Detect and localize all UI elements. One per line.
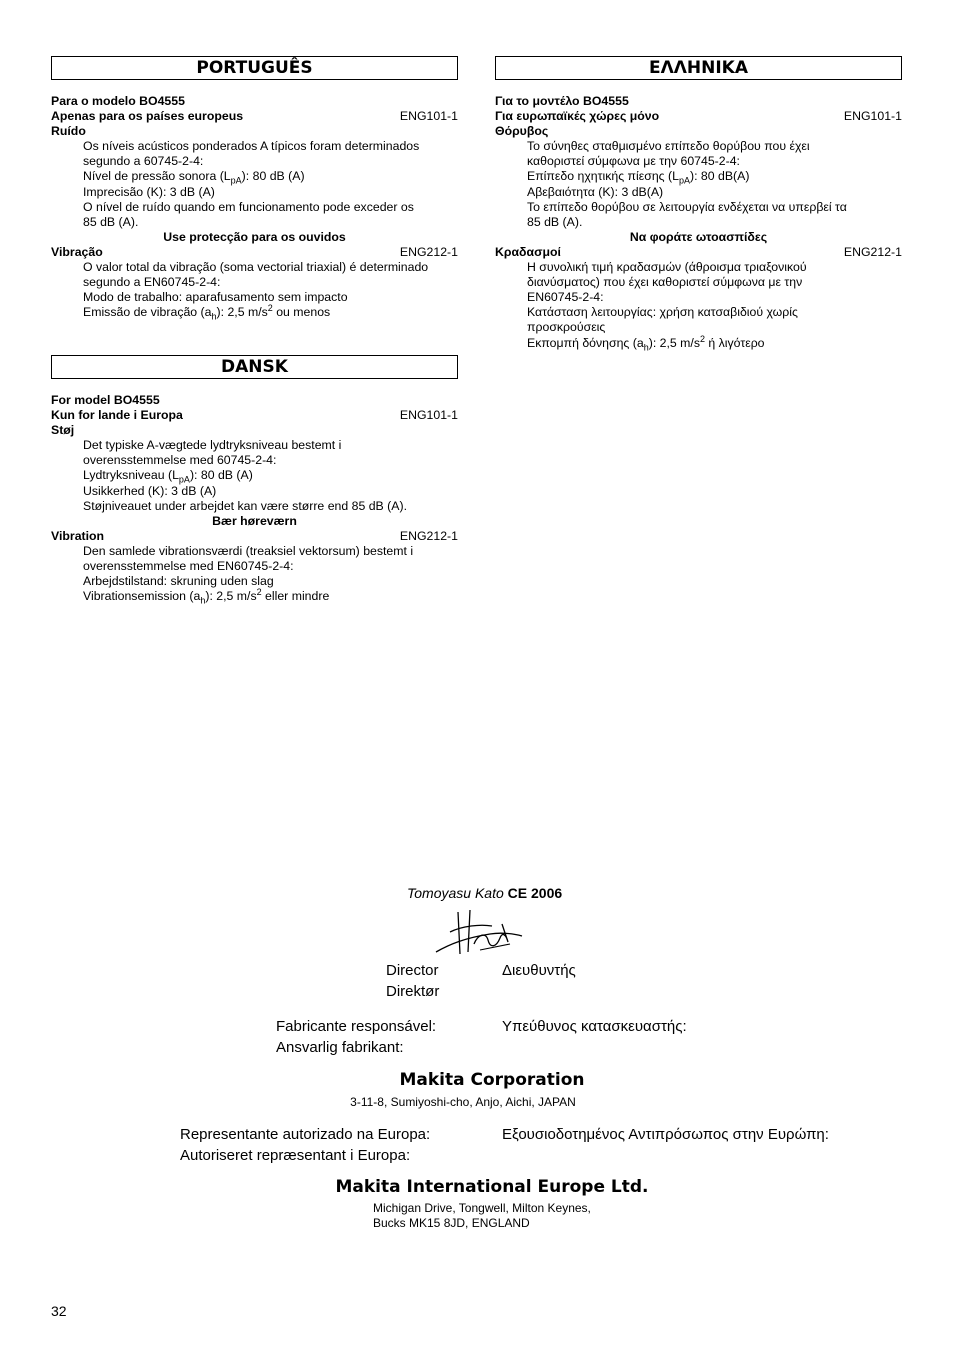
model-line: For model BO4555: [51, 393, 160, 407]
section-heading: DANSK: [51, 355, 458, 379]
countries-label: Apenas para os países europeus: [51, 109, 244, 124]
text-part: ): 80 dB (A): [241, 169, 305, 184]
work-mode-line: Modo de trabalho: aparafusamento sem impacto: [83, 290, 348, 305]
text-line: Det typiske A-vægtede lydtryksniveau bestemt i: [83, 438, 342, 453]
text-part: ): 2,5 m/s: [216, 305, 268, 320]
text-line: καθοριστεί σύμφωνα με την 60745-2-4:: [527, 154, 740, 169]
text-line: EN60745-2-4:: [527, 290, 604, 305]
standard-code: ENG212-1: [843, 244, 902, 259]
vibration-heading: Vibration: [51, 528, 105, 543]
director-label-pt: Director: [386, 962, 439, 979]
text-part: Nível de pressão sonora (L: [83, 169, 231, 184]
subscript: pA: [230, 175, 242, 186]
superscript: 2: [267, 303, 273, 314]
ear-protection-note: Use protecção para os ouvidos: [163, 229, 346, 244]
emission-line: [83, 589, 458, 604]
work-mode-line: Κατάσταση λειτουργίας: χρήση κατσαβιδιού χωρίς: [527, 305, 798, 320]
text-line: O valor total da vibração (soma vectorial triaxial) é determinado: [83, 260, 429, 275]
corporation-name: Makita Corporation: [399, 1070, 585, 1090]
sound-pressure-line: [527, 169, 902, 184]
eu-address-line-2: Bucks MK15 8JD, ENGLAND: [373, 1216, 530, 1230]
text-part: Εκπομπή δόνησης (a: [527, 335, 644, 350]
vibration-text: [51, 260, 458, 320]
text-part: ou menos: [272, 305, 331, 320]
countries-row: [51, 408, 458, 423]
section-dansk: [51, 355, 458, 604]
manufacturer-label-el: Υπεύθυνος κατασκευαστής:: [502, 1018, 687, 1035]
ear-protection-note: Να φοράτε ωτοασπίδες: [629, 229, 768, 244]
standard-code: ENG101-1: [399, 109, 458, 124]
vibration-heading: Vibração: [51, 244, 103, 259]
eu-corporation-name: Makita International Europe Ltd.: [335, 1177, 649, 1197]
representative-label-el: Εξουσιοδοτημένος Αντιπρόσωπος στην Ευρώπη:: [502, 1126, 829, 1143]
noise-text: [51, 438, 458, 513]
director-label-el: Διευθυντής: [502, 962, 576, 979]
page-number: 32: [51, 1303, 67, 1319]
text-line: overensstemmelse med EN60745-2-4:: [83, 559, 294, 574]
text-line: Den samlede vibrationsværdi (treaksiel vektorsum) bestemt i: [83, 543, 414, 558]
subscript: pA: [178, 474, 190, 485]
countries-label: Για ευρωπαϊκές χώρες μόνο: [495, 109, 660, 124]
director-label-da: Direktør: [386, 983, 440, 1000]
signer-line: [407, 883, 562, 904]
countries-label: Kun for lande i Europa: [51, 408, 183, 423]
text-part: ): 80 dB (A): [189, 468, 253, 483]
text-line: O nível de ruído quando em funcionamento pode exceder os: [83, 199, 414, 214]
section-heading: ΕΛΛΗΝΙΚΑ: [495, 56, 902, 80]
emission-line: [83, 305, 458, 320]
sound-pressure-line: [83, 468, 458, 483]
noise-heading: Θόρυβος: [495, 124, 549, 139]
countries-row: [495, 109, 902, 124]
signer-name: Tomoyasu Kato: [407, 885, 504, 901]
subscript: h: [200, 595, 206, 606]
superscript: 2: [256, 587, 262, 598]
text-line: overensstemmelse med 60745-2-4:: [83, 453, 277, 468]
manufacturer-label-da: Ansvarlig fabrikant:: [276, 1039, 404, 1056]
sound-pressure-line: [83, 169, 458, 184]
text-line: segundo a EN60745-2-4:: [83, 275, 221, 290]
signature-image: [430, 904, 525, 960]
ce-mark: CE 2006: [507, 885, 563, 901]
section-portugues: [51, 56, 458, 320]
text-line: Os níveis acústicos ponderados A típicos foram determinados: [83, 139, 420, 154]
ear-protection-note: Bær høreværn: [212, 513, 297, 528]
standard-code: ENG101-1: [399, 408, 458, 423]
emission-line: [527, 333, 902, 352]
text-line: Støjniveauet under arbejdet kan være større end 85 dB (A).: [83, 498, 407, 513]
manufacturer-label-pt: Fabricante responsável:: [276, 1018, 437, 1035]
vibration-text: [495, 260, 902, 351]
text-part: Lydtryksniveau (L: [83, 468, 179, 483]
text-line: Το σύνηθες σταθμισμένο επίπεδο θορύβου που έχει: [527, 139, 810, 154]
representative-label-pt: Representante autorizado na Europa:: [180, 1126, 431, 1143]
text-part: eller mindre: [261, 589, 330, 604]
corporation-address: 3-11-8, Sumiyoshi-cho, Anjo, Aichi, JAPAN: [350, 1095, 576, 1109]
section-heading: PORTUGUÊS: [51, 56, 458, 80]
noise-text: [51, 139, 458, 230]
text-part: ): 2,5 m/s: [205, 589, 257, 604]
subscript: h: [211, 311, 217, 322]
text-part: ή λιγότερο: [704, 335, 765, 350]
representative-label-da: Autoriseret repræsentant i Europa:: [180, 1147, 411, 1164]
standard-code: ENG101-1: [843, 109, 902, 124]
text-part: Επίπεδο ηχητικής πίεσης (L: [527, 169, 679, 184]
eu-address-line-1: Michigan Drive, Tongwell, Milton Keynes,: [373, 1201, 591, 1215]
model-line: Para o modelo BO4555: [51, 94, 185, 108]
model-line: Για το μοντέλο BO4555: [495, 94, 629, 108]
superscript: 2: [699, 333, 705, 344]
vibration-row: [495, 245, 902, 260]
work-mode-line: προσκρούσεις: [527, 320, 606, 335]
text-line: Η συνολική τιμή κραδασμών (άθροισμα τριαξονικού: [527, 260, 807, 275]
text-line: 85 dB (A).: [83, 214, 139, 229]
text-line: 85 dB (A).: [527, 214, 583, 229]
uncertainty-line: Imprecisão (K): 3 dB (A): [83, 184, 215, 199]
uncertainty-line: Usikkerhed (K): 3 dB (A): [83, 483, 217, 498]
standard-code: ENG212-1: [399, 244, 458, 259]
standard-code: ENG212-1: [399, 528, 458, 543]
vibration-row: [51, 245, 458, 260]
text-part: ): 80 dB(A): [689, 169, 750, 184]
vibration-text: [51, 544, 458, 604]
vibration-heading: Κραδασμοί: [495, 244, 561, 259]
noise-text: [495, 139, 902, 230]
text-part: Vibrationsemission (a: [83, 589, 201, 604]
noise-heading: Støj: [51, 423, 75, 438]
uncertainty-line: Αβεβαιότητα (Κ): 3 dB(A): [527, 184, 664, 199]
section-ellinika: [495, 56, 902, 351]
countries-row: [51, 109, 458, 124]
noise-heading: Ruído: [51, 124, 86, 139]
vibration-row: [51, 529, 458, 544]
text-part: ): 2,5 m/s: [648, 335, 700, 350]
text-part: Emissão de vibração (a: [83, 305, 212, 320]
text-line: Το επίπεδο θορύβου σε λειτουργία ενδέχεται να υπερβεί τα: [527, 199, 847, 214]
text-line: segundo a 60745-2-4:: [83, 154, 204, 169]
work-mode-line: Arbejdstilstand: skruning uden slag: [83, 574, 274, 589]
text-line: διανύσματος) που έχει καθοριστεί σύμφωνα με την: [527, 275, 803, 290]
subscript: h: [643, 341, 649, 352]
subscript: pA: [678, 175, 690, 186]
